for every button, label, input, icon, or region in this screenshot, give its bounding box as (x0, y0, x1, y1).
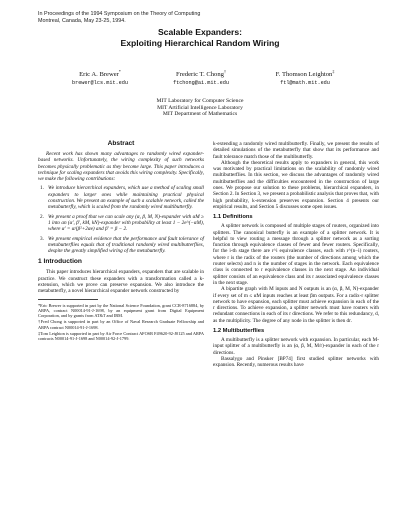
paragraph-4: A bipartite graph with M inputs and N outputs is an (α, β, M, N)-expander if every set of m ≤ αM inputs reaches at least βm outputs. For a radix-r splitter network to have expansion, each splitter must achieve expansion in each of the r directions. To achieve expansion, a splitter network must have routers with redundant connections in each of its r directions. We refer to this redundancy, d, as the multiplicity. The degree of any node in the splitter is then dr. (213, 286, 379, 324)
contribution-item (38, 214, 204, 233)
author-mark: † (223, 69, 226, 74)
section-heading-introduction: 1 Introduction (38, 258, 82, 266)
proceedings-note (38, 11, 200, 24)
author-chong (156, 68, 246, 87)
author-email[interactable]: ftl@math.mit.edu (280, 80, 330, 87)
abstract-body (38, 151, 204, 254)
proceedings-line-2: Montreal, Canada, May 23-25, 1994. (38, 17, 126, 24)
paragraph-1: k-extending a randomly wired multibutterfly. Finally, we present the results of detailed simulations of the metabutterfly that show that its performance and fault tolerance match those of the multibutterfly. (213, 141, 379, 160)
item-number: 1. (40, 185, 44, 192)
author-name: Frederic T. Chong (176, 71, 224, 79)
footnote-brewer: *Eric Brewer is supported in part by the National Science Foundation, grant CCR-8716884, by ARPA, contract N00014-91-J-1698, by an equipment grant from Digital Equipment Corporation, and by grants from AT&T and IBM. (38, 302, 204, 318)
footnote-chong: †Fred Chong is supported in part by an Office of Naval Research Graduate Fellowship and ARPA contract N00014-91-J-1698. (38, 319, 204, 330)
item-text: We present empirical evidence that the performance and fault tolerance of metabutterflies equals that of traditional randomly wired multibutterflies, despite the greatly simplified wiring of the metabutterfly. (48, 235, 204, 255)
affiliation-lcs: MIT Laboratory for Computer Science (156, 98, 244, 104)
paragraph-5: A multibutterfly is a splitter network with expansion. In particular, each M-input splitter of a multibutterfly is an (α, β, M, M/r)-expander in each of the r directions. (213, 337, 379, 356)
affiliation-math: MIT Department of Mathematics (162, 111, 238, 118)
author-email[interactable]: ftchong@ai.mit.edu (172, 80, 230, 87)
paragraph-3: A splitter network is composed of multiple stages of routers, organized into splitters. The canonical butterfly is an example of a splitter network. It is helpful to view routing a message through a splitter network as a sorting function through equivalence classes of fewer and fewer routers. Specifically, for the i-th stage there are r^i equivalence classes, each with r^(n−i) routers, where r is the radix of the routers (the number of directions among which the router selects) and n is the number of stages in the network. Each equivalence class is connected to r equivalence classes in the next stage. An individual splitter consists of an equivalence class and its r associated equivalence classes in the next stage. (213, 223, 379, 286)
footnote-leighton: ‡Tom Leighton is supported in part by Air Force Contract AFOSR F49620-92-J0125 and ARPA contracts N00014-91-J-1698 and N00014-92-J-1799. (38, 331, 204, 342)
right-column (213, 141, 379, 369)
item-number: 2. (40, 213, 44, 220)
section-heading-definitions: 1.1 Definitions (213, 214, 253, 221)
paragraph-2: Although the theoretical results apply to expanders in general, this work was motivated by practical limitations on the scalability of randomly wired multibutterflies. In this section, we discuss the advantages of randomly wired multibutterflies and the difficulties encountered in the construction of large ones. We propose our solution to these problems, hierarchical expanders, in Section 2. In Section 3, we present a probabilistic analysis that proves that, with high probability, k-extension preserves expansion. Section 4 presents our empirical results, and Section 5 discusses some open issues. (213, 159, 379, 210)
author-mark: * (118, 69, 121, 74)
paper-title-line-1: Scalable Expanders: (157, 27, 243, 37)
affiliations (0, 98, 400, 118)
item-text: We present a proof that we can scale any (α, β, M, N)-expander with αM ≥ 1 into an (α′, β′, kM, kN)-expander with probability at least 1 − 2e^(−αM), where α′ = α/(β²+2αe) and β′ = β − 2. (48, 213, 204, 233)
author-mark: ‡ (332, 69, 335, 74)
left-column (38, 139, 204, 343)
abstract-heading: Abstract (107, 140, 135, 147)
contribution-item (38, 185, 204, 210)
intro-paragraph: This paper introduces hierarchical expanders, expanders that are scalable in practice. We construct these expanders with a transformation called a k-extension, which we prove can preserve expansion. We also introduce the metabutterfly, a novel hierarchical expander network constructed by (38, 269, 204, 295)
author-name: Eric A. Brewer (79, 71, 119, 79)
author-email[interactable]: brewer@lcs.mit.edu (71, 80, 129, 87)
section-heading-multibutterflies: 1.2 Multibutterflies (213, 328, 265, 335)
author-name: F. Thomson Leighton (275, 71, 333, 79)
contribution-item (38, 236, 204, 255)
item-text: We introduce hierarchical expanders, which use a method of scaling small expanders to larger ones while maintaining practical physical construction. We present an example of such a scalable network, called the metabutterfly, which is scaled from the randomly wired multibutterfly. (48, 185, 204, 211)
author-leighton (256, 68, 354, 87)
item-number: 3. (40, 235, 44, 242)
paragraph-6: Bassalygo and Pinsker [BP74] first studied splitter networks with expansion. Recently, numerous results have (213, 355, 379, 369)
affiliation-ai-lab: MIT Artificial Intelligence Laboratory (157, 104, 243, 111)
contribution-list (38, 185, 204, 254)
footnote-divider (38, 299, 98, 300)
author-brewer (60, 68, 140, 87)
abstract-intro: Recent work has shown many advantages to randomly wired expander-based networks. Unfortunately, the wiring complexity of such networks becomes physically problematic as they become large. This paper introduces a technique for scaling expanders that avoids this wiring complexity. Specifically, we make the following contributions: (38, 151, 204, 183)
proceedings-line-1: In Proceedings of the 1994 Symposium on the Theory of Computing (38, 11, 201, 17)
paper-title-line-2: Exploiting Hierarchical Random Wiring (120, 38, 280, 48)
